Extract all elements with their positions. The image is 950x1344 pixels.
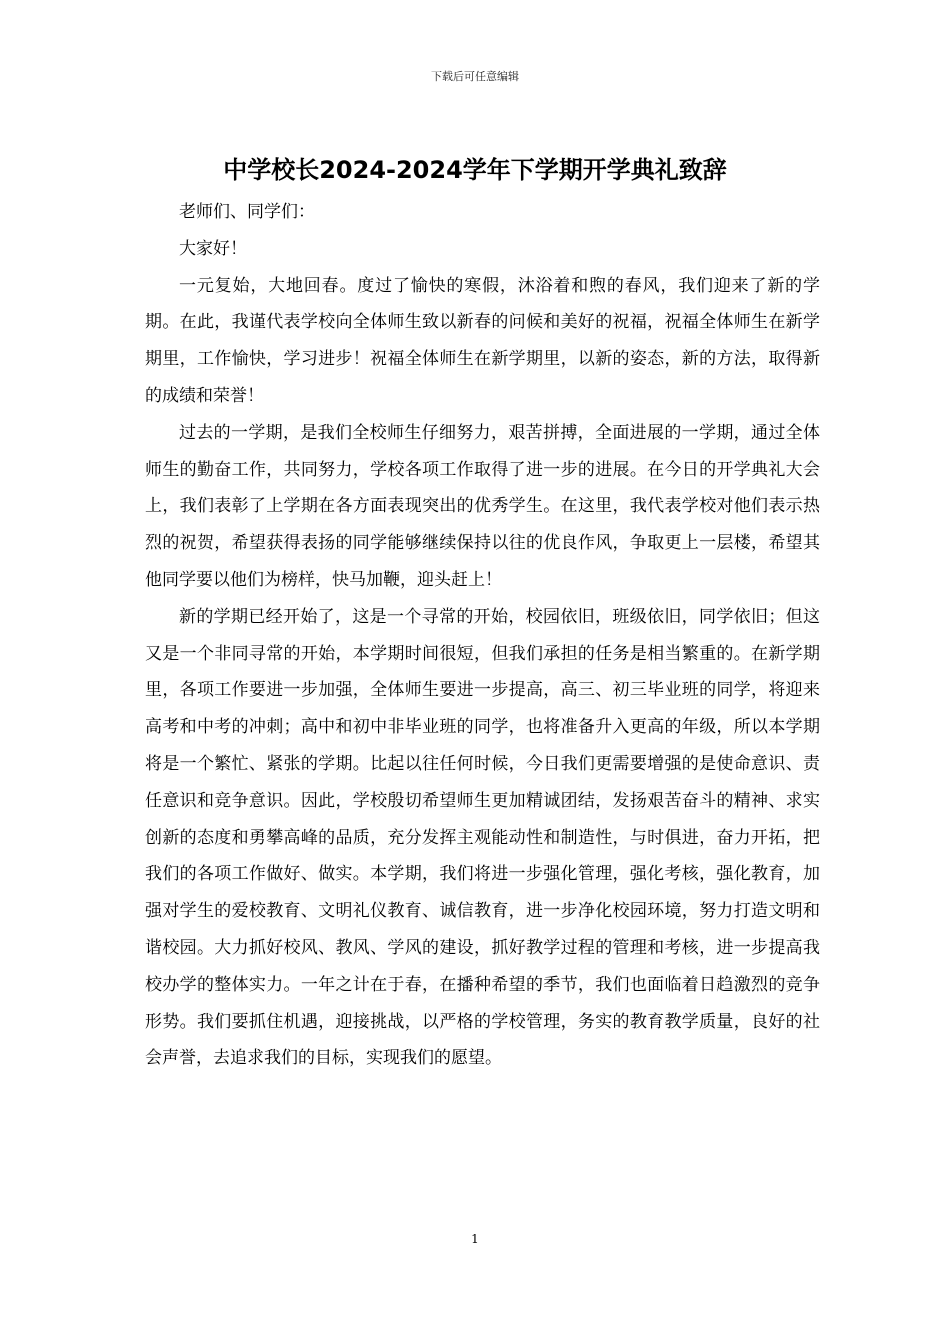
document-body (145, 194, 820, 1077)
paragraph: 新的学期已经开始了，这是一个寻常的开始，校园依旧，班级依旧，同学依旧；但这又是一个非同寻常的开始，本学期时间很短，但我们承担的任务是相当繁重的。在新学期里，各项工作要进一步加强，全体师生要进一步提高，高三、初三毕业班的同学，将迎来高考和中考的冲刺；高中和初中非毕业班的同学，也将准备升入更高的年级，所以本学期将是一个繁忙、紧张的学期。比起以往任何时候，今日我们更需要增强的是使命意识、责任意识和竞争意识。因此，学校殷切希望师生更加精诚团结，发扬艰苦奋斗的精神、求实创新的态度和勇攀高峰的品质，充分发挥主观能动性和制造性，与时俱进，奋力开拓，把我们的各项工作做好、做实。本学期，我们将进一步强化管理，强化考核，强化教育，加强对学生的爱校教育、文明礼仪教育、诚信教育，进一步净化校园环境，努力打造文明和谐校园。大力抓好校风、教风、学风的建设，抓好教学过程的管理和考核，进一步提高我校办学的整体实力。一年之计在于春，在播种希望的季节，我们也面临着日趋激烈的竞争形势。我们要抓住机遇，迎接挑战，以严格的学校管理，务实的教育教学质量，良好的社会声誉，去追求我们的目标，实现我们的愿望。 (145, 606, 820, 1069)
document-title: 中学校长2024-2024学年下学期开学典礼致辞 (223, 156, 727, 184)
salutation: 老师们、同学们： (179, 202, 315, 222)
page-number: 1 (471, 1232, 479, 1246)
greeting: 大家好！ (179, 238, 247, 259)
paragraph: 过去的一学期，是我们全校师生仔细努力，艰苦拼搏，全面进展的一学期，通过全体师生的勤奋工作，共同努力，学校各项工作取得了进一步的进展。在今日的开学典礼大会上，我们表彰了上学期在各方面表现突出的优秀学生。在这里，我代表学校对他们表示热烈的祝贺，希望获得表扬的同学能够继续保持以往的优良作风，争取更上一层楼，希望其他同学要以他们为榜样，快马加鞭，迎头赶上！ (145, 422, 820, 590)
paragraph: 一元复始，大地回春。度过了愉快的寒假，沐浴着和煦的春风，我们迎来了新的学期。在此，我谨代表学校向全体师生致以新春的问候和美好的祝福，祝福全体师生在新学期里，工作愉快，学习进步！祝福全体师生在新学期里，以新的姿态，新的方法，取得新的成绩和荣誉！ (145, 275, 820, 406)
header-note: 下载后可任意编辑 (431, 70, 519, 83)
